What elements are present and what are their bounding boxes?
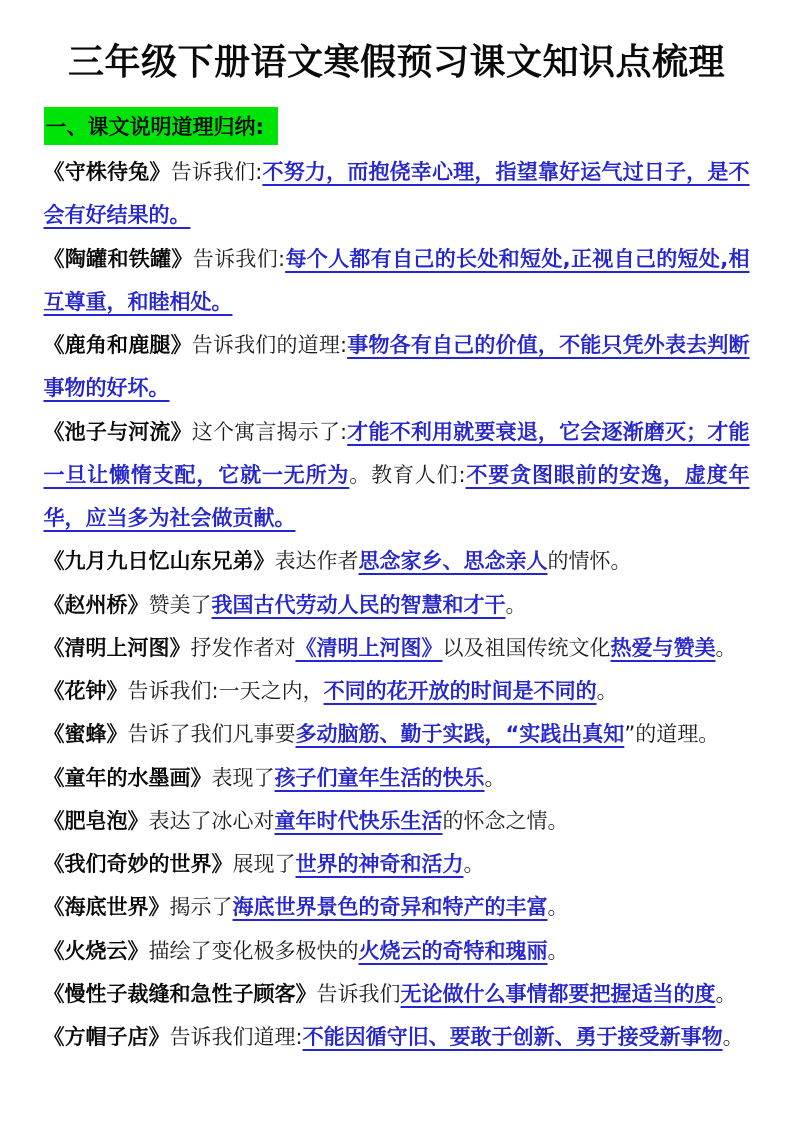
lesson-list <box>44 151 750 1059</box>
plain-text: 。 <box>715 635 737 660</box>
key-point: 事物各有自己的价值，不能只凭外表去判断事物的好坏。 <box>43 333 750 401</box>
plain-text: 表达了冰心对 <box>148 808 275 833</box>
key-point: 童年时代快乐生活 <box>274 808 443 833</box>
lesson-entry <box>44 324 750 411</box>
plain-text: 。 <box>463 852 485 876</box>
book-title: 《方帽子店》 <box>43 1025 170 1049</box>
key-point: 思念家乡、思念亲人 <box>358 549 548 574</box>
lesson-entry <box>44 1016 750 1059</box>
book-title: 《花钟》 <box>43 679 128 703</box>
plain-text: 告诉我们: <box>192 246 286 271</box>
lesson-entry <box>44 757 750 800</box>
book-title: 《清明上河图》 <box>43 635 191 660</box>
plain-text: 告诉我们: <box>170 160 263 184</box>
lesson-entry <box>44 584 750 627</box>
key-point: 不要贪图眼前的安逸，虚度年华，应当多为社会做贡献。 <box>43 462 750 530</box>
plain-text: ”的道理。 <box>624 722 720 747</box>
key-point: 才能不利用就要衰退，它会逐渐磨灭；才能一旦让懒惰支配，它就一无所为 <box>43 419 750 487</box>
plain-text: 告诉我们 <box>316 981 401 1006</box>
book-title: 《火烧云》 <box>43 938 149 963</box>
plain-text: 告诉我们:一天之内， <box>127 679 324 703</box>
lesson-entry <box>44 800 750 843</box>
lesson-entry <box>44 713 750 756</box>
book-title: 《九月九日忆山东兄弟》 <box>43 549 275 574</box>
book-title: 《海底世界》 <box>43 895 170 920</box>
plain-text: 。 <box>596 679 618 703</box>
lesson-entry <box>44 843 750 886</box>
key-point: 海底世界景色的奇异和特产的丰富 <box>232 895 548 920</box>
lesson-entry <box>44 670 750 713</box>
plain-text: 。 <box>715 981 737 1006</box>
plain-text: 的情怀。 <box>547 549 632 574</box>
lesson-entry <box>44 238 750 325</box>
key-point: 世界的神奇和活力 <box>295 852 464 876</box>
book-title: 《陶罐和铁罐》 <box>43 246 193 271</box>
plain-text: 。 <box>547 895 569 920</box>
plain-text: 抒发作者对 <box>190 635 296 660</box>
lesson-entry <box>44 151 750 238</box>
plain-text: 。教育人们: <box>349 462 466 487</box>
plain-text: 。 <box>547 938 569 963</box>
book-title: 《池子与河流》 <box>43 419 192 444</box>
plain-text: 展现了 <box>232 852 296 876</box>
key-point: 不同的花开放的时间是不同的 <box>323 679 597 703</box>
plain-text: 表现了 <box>211 765 275 790</box>
plain-text: 赞美了 <box>148 592 212 617</box>
plain-text: 的怀念之情。 <box>442 808 569 833</box>
lesson-entry <box>44 930 750 973</box>
lesson-entry <box>44 411 750 541</box>
lesson-entry <box>44 540 750 583</box>
key-point: 不努力，而抱侥幸心理，指望靠好运气过日子，是不会有好结果的。 <box>43 160 750 228</box>
plain-text: 告诉我们的道理: <box>191 333 348 357</box>
key-point: 《清明上河图》 <box>295 635 443 660</box>
book-title: 《童年的水墨画》 <box>43 765 212 790</box>
plain-text: 。 <box>722 1025 744 1049</box>
plain-text: 以及祖国传统文化 <box>442 635 611 660</box>
book-title: 《守株待兔》 <box>43 160 171 184</box>
key-point: 热爱与赞美 <box>610 635 716 660</box>
lesson-entry <box>44 627 750 670</box>
book-title: 《鹿角和鹿腿》 <box>43 333 192 357</box>
key-point: 我国古代劳动人民的智慧和才干 <box>211 592 506 617</box>
plain-text: 。 <box>484 765 506 790</box>
lesson-entry <box>44 973 750 1016</box>
key-point: 多动脑筋、勤于实践，“实践出真知 <box>295 722 625 747</box>
key-point: 孩子们童年生活的快乐 <box>274 765 485 790</box>
plain-text: 表达作者 <box>274 549 359 574</box>
plain-text: 。 <box>505 592 527 617</box>
document-page <box>44 0 750 1059</box>
key-point: 无论做什么事情都要把握适当的度 <box>400 981 716 1006</box>
plain-text: 这个寓言揭示了: <box>191 419 348 444</box>
key-point: 每个人都有自己的长处和短处,正视自己的短处,相互尊重，和睦相处。 <box>43 246 750 314</box>
book-title: 《我们奇妙的世界》 <box>43 852 233 876</box>
plain-text: 告诉了我们凡事要 <box>127 722 296 747</box>
plain-text: 描绘了变化极多极快的 <box>148 938 359 963</box>
page-title: 三年级下册语文寒假预习课文知识点梳理 <box>67 42 725 83</box>
book-title: 《慢性子裁缝和急性子顾客》 <box>43 981 317 1006</box>
book-title: 《肥皂泡》 <box>43 808 149 833</box>
lesson-entry <box>44 886 750 929</box>
book-title: 《赵州桥》 <box>43 592 149 617</box>
key-point: 火烧云的奇特和瑰丽 <box>358 938 548 963</box>
plain-text: 告诉我们道理: <box>169 1025 303 1049</box>
plain-text: 揭示了 <box>169 895 233 920</box>
key-point: 不能因循守旧、要敢于创新、勇于接受新事物 <box>302 1025 723 1049</box>
section-heading: 一、课文说明道理归纳: <box>44 107 278 145</box>
book-title: 《蜜蜂》 <box>43 722 128 747</box>
